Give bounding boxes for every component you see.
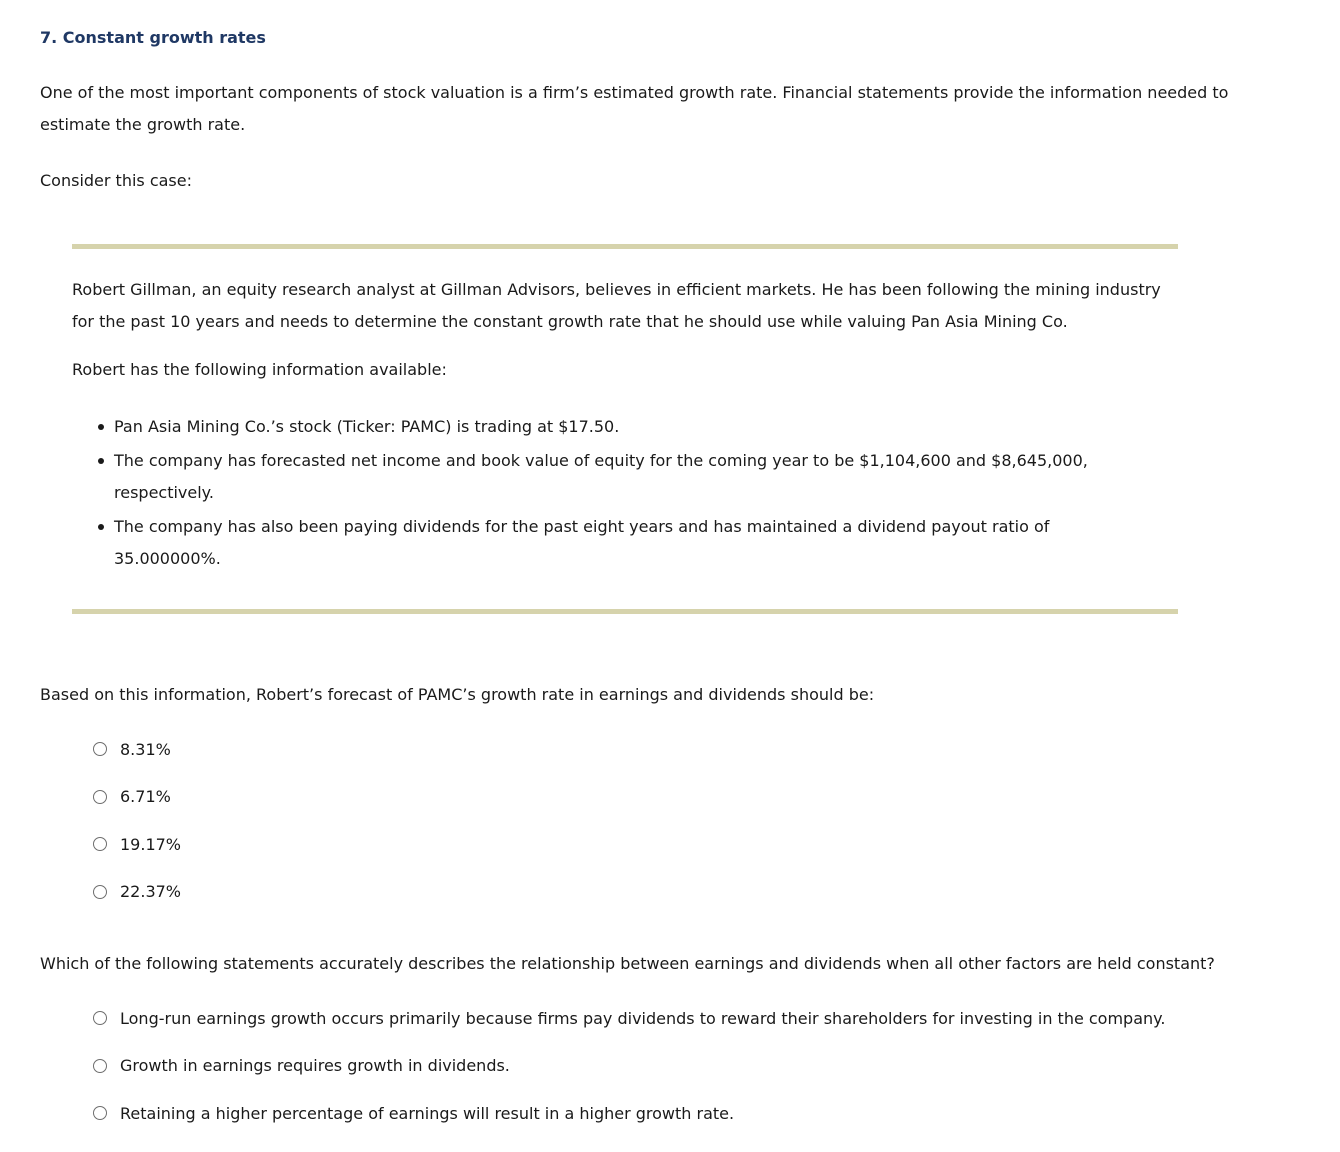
info-bullet-payout <box>72 511 1112 575</box>
intro-paragraph: One of the most important components of stock valuation is a firm’s estimated growth rate. Financial statements provide the information needed to estimate the growth rate. <box>40 83 1229 134</box>
info-bullet-text: Pan Asia Mining Co.’s stock (Ticker: PAMC) is trading at $17.50. <box>114 417 620 436</box>
option-label: Retaining a higher percentage of earnings will result in a higher growth rate. <box>120 1103 735 1123</box>
question2-option-3[interactable] <box>93 1101 1165 1125</box>
option-label: 8.31% <box>120 739 171 759</box>
option-label: 22.37% <box>120 882 182 901</box>
info-bullet-text: The company has also been paying dividends for the past eight years and has maintained a dividend payout ratio of 35.000000%. <box>114 517 1050 568</box>
option-label: 19.17% <box>120 834 182 854</box>
question2-option-2[interactable] <box>93 1054 1165 1078</box>
consider-label: Consider this case: <box>40 171 192 190</box>
radio-button[interactable] <box>93 790 107 804</box>
info-list <box>72 411 1112 577</box>
info-bullet-financials <box>72 445 1112 509</box>
case-bottom-divider <box>72 609 1178 614</box>
bullet-dot-icon <box>98 524 104 530</box>
question2-prompt: Which of the following statements accurately describes the relationship between earnings and dividends when all other factors are held constant? <box>40 954 1215 973</box>
radio-button[interactable] <box>93 742 107 756</box>
case-top-divider <box>72 244 1178 249</box>
radio-button[interactable] <box>93 885 107 899</box>
option-label: Long-run earnings growth occurs primarily because firms pay dividends to reward their shareholders for investing in the company. <box>120 1008 1166 1028</box>
question2-option-1[interactable] <box>93 1006 1165 1030</box>
question1-option-4[interactable] <box>93 880 181 904</box>
question1-options <box>93 737 181 927</box>
radio-button[interactable] <box>93 837 107 851</box>
case-description: Robert Gillman, an equity research analyst at Gillman Advisors, believes in efficient markets. He has been following the mining industry for the past 10 years and needs to determine the constant growth rate that he should use while valuing Pan Asia Mining Co. <box>72 280 1161 331</box>
radio-button[interactable] <box>93 1059 107 1073</box>
question1-option-2[interactable] <box>93 785 181 809</box>
info-lead: Robert has the following information available: <box>72 360 447 379</box>
bullet-dot-icon <box>98 424 104 430</box>
question-title: 7. Constant growth rates <box>40 28 266 47</box>
question1-option-1[interactable] <box>93 737 181 761</box>
info-bullet-price <box>72 411 1112 443</box>
question2-options <box>93 1006 1165 1149</box>
question1-option-3[interactable] <box>93 832 181 856</box>
question1-prompt: Based on this information, Robert’s forecast of PAMC’s growth rate in earnings and dividends should be: <box>40 685 875 704</box>
radio-button[interactable] <box>93 1011 107 1025</box>
option-label: 6.71% <box>120 787 171 806</box>
radio-button[interactable] <box>93 1106 107 1120</box>
info-bullet-text: The company has forecasted net income and book value of equity for the coming year to be $1,104,600 and $8,645,000, respectively. <box>114 451 1088 502</box>
bullet-dot-icon <box>98 458 104 464</box>
option-label: Growth in earnings requires growth in dividends. <box>120 1056 510 1075</box>
